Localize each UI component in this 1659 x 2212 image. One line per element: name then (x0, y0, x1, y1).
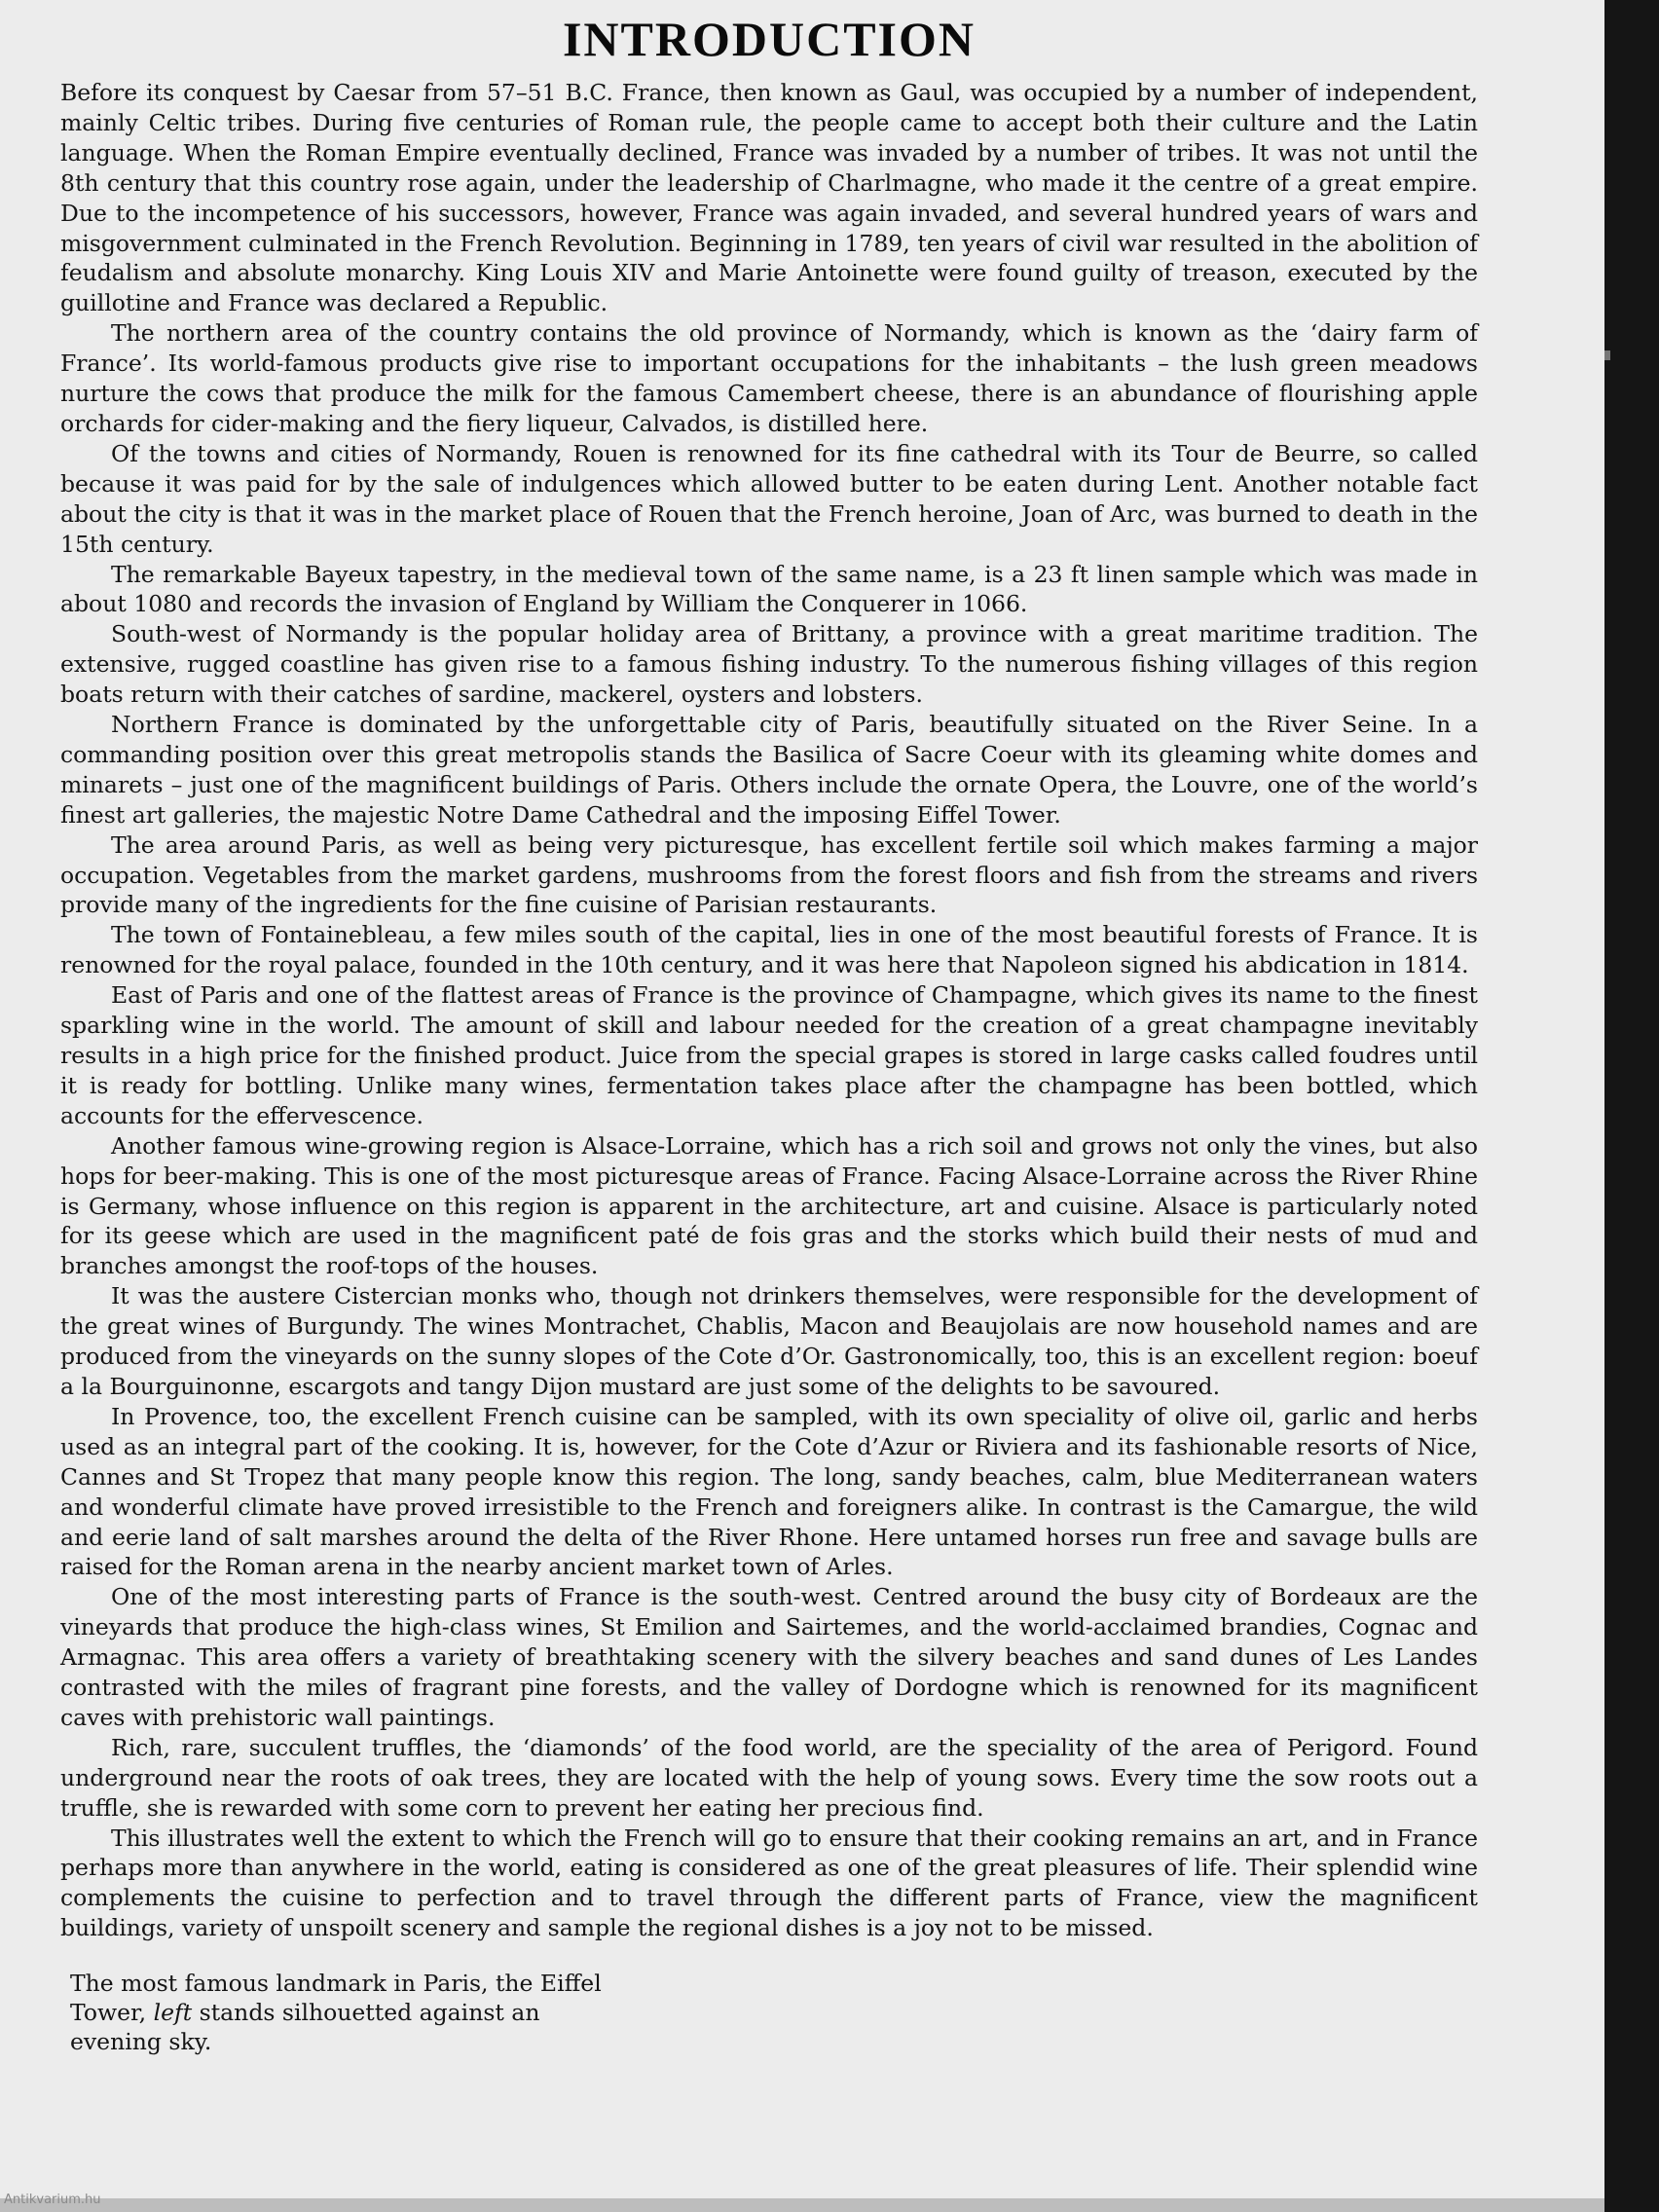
page-bottom-edge (0, 2198, 1604, 2212)
caption-text-end: stands silhouetted against an evening sky. (70, 1999, 540, 2056)
paragraph: The northern area of the country contains the old province of Normandy, which is known as the ‘dairy farm of France’. Its world-famous products give rise to important occupations for the inhabitants – the lush green meadows nurture the cows that produce the milk for the famous Camembert cheese, there is an abundance of flourishing apple orchards for cider-making and the fiery liqueur, Calvados, is distilled here. (60, 319, 1478, 437)
paragraph: Another famous wine-growing region is Alsace-Lorraine, which has a rich soil and grows not only the vines, but also hops for beer-making. This is one of the most picturesque areas of France. Facing Alsace-Lorraine across the River Rhine is Germany, whose influence on this region is apparent in the architecture, art and cuisine. Alsace is particularly noted for its geese which are used in the magnificent paté de fois gras and the storks which build their nests of mud and branches amongst the roof-tops of the houses. (60, 1131, 1478, 1280)
paragraph: In Provence, too, the excellent French cuisine can be sampled, with its own speciality of olive oil, garlic and herbs used as an integral part of the cooking. It is, however, for the Cote d’Azur or Riviera and its fashionable resorts of Nice, Cannes and St Tropez that many people know this region. The long, sandy beaches, calm, blue Mediterranean waters and wonderful climate have proved irresistible to the French and foreigners alike. In contrast is the Camargue, the wild and eerie land of salt marshes around the delta of the River Rhone. Here untamed horses run free and savage bulls are raised for the Roman arena in the nearby ancient market town of Arles. (60, 1402, 1478, 1581)
paragraph: South-west of Normandy is the popular holiday area of Brittany, a province with a great maritime tradition. The extensive, rugged coastline has given rise to a famous fishing industry. To the numerous fishing villages of this region boats return with their catches of sardine, mackerel, oysters and lobsters. (60, 620, 1478, 709)
paragraph: It was the austere Cistercian monks who, though not drinkers themselves, were responsible for the development of the great wines of Burgundy. The wines Montrachet, Chablis, Macon and Beaujolais are now household names and are produced from the vineyards on the sunny slopes of the Cote d’Or. Gastronomically, too, this is an excellent region: boeuf a la Bourguinonne, escargots and tangy Dijon mustard are just some of the delights to be savoured. (60, 1282, 1478, 1400)
page-title: INTRODUCTION (562, 12, 977, 66)
paragraph: Rich, rare, succulent truffles, the ‘diamonds’ of the food world, are the speciality of the area of Perigord. Found underground near the roots of oak trees, they are located with the help of young sows. Every time the sow roots out a truffle, she is rewarded with some corn to prevent her eating her precious find. (60, 1733, 1478, 1822)
watermark: Antikvarium.hu (4, 2193, 101, 2207)
introduction-body (60, 78, 1478, 1943)
paragraph: The town of Fontainebleau, a few miles south of the capital, lies in one of the most beautiful forests of France. It is renowned for the royal palace, founded in the 10th century, and it was here that Napoleon signed his abdication in 1814. (60, 921, 1478, 979)
paragraph: Of the towns and cities of Normandy, Rouen is renowned for its fine cathedral with its Tour de Beurre, so called because it was paid for by the sale of indulgences which allowed butter to be eaten during Lent. Another notable fact about the city is that it was in the market place of Rouen that the French heroine, Joan of Arc, was burned to death in the 15th century. (60, 439, 1478, 558)
facing-page-edge (1604, 0, 1659, 2212)
paragraph: The remarkable Bayeux tapestry, in the medieval town of the same name, is a 23 ft linen sample which was made in about 1080 and records the invasion of England by William the Conquerer in 1066. (60, 560, 1478, 618)
paragraph: One of the most interesting parts of France is the south-west. Centred around the busy city of Bordeaux are the vineyards that produce the high-class wines, St Emilion and Sairtemes, and the world-acclaimed brandies, Cognac and Armagnac. This area offers a variety of breathtaking scenery with the silvery beaches and sand dunes of Les Landes contrasted with the miles of fragrant pine forests, and the valley of Dordogne which is renowned for its magnificent caves with prehistoric wall paintings. (60, 1583, 1478, 1731)
paragraph: East of Paris and one of the flattest areas of France is the province of Champagne, which gives its name to the finest sparkling wine in the world. The amount of skill and labour needed for the creation of a great champagne inevitably results in a high price for the finished product. Juice from the special grapes is stored in large casks called foudres until it is ready for bottling. Unlike many wines, fermentation takes place after the champagne has been bottled, which accounts for the effervescence. (60, 981, 1478, 1129)
paragraph: Northern France is dominated by the unforgettable city of Paris, beautifully situated on the River Seine. In a commanding position over this great metropolis stands the Basilica of Sacre Coeur with its gleaming white domes and minarets – just one of the magnificent buildings of Paris. Others include the ornate Opera, the Louvre, one of the world’s finest art galleries, the majestic Notre Dame Cathedral and the imposing Eiffel Tower. (60, 711, 1478, 829)
caption-italic-left: left (153, 1999, 193, 2027)
photo-caption (60, 1969, 615, 2056)
paragraph: This illustrates well the extent to which the French will go to ensure that their cooking remains an art, and in France perhaps more than anywhere in the world, eating is considered as one of the great pleasures of life. Their splendid wine complements the cuisine to perfection and to travel through the different parts of France, view the magnificent buildings, variety of unspoilt scenery and sample the regional dishes is a joy not to be missed. (60, 1824, 1478, 1942)
edge-mark (1604, 350, 1610, 360)
paragraph: Before its conquest by Caesar from 57–51 B.C. France, then known as Gaul, was occupied by a number of independent, mainly Celtic tribes. During five centuries of Roman rule, the people came to accept both their culture and the Latin language. When the Roman Empire eventually declined, France was invaded by a number of tribes. It was not until the 8th century that this country rose again, under the leadership of Charlmagne, who made it the centre of a great empire. Due to the incompetence of his successors, however, France was again invaded, and several hundred years of wars and misgovernment culminated in the French Revolution. Beginning in 1789, ten years of civil war resulted in the abolition of feudalism and absolute monarchy. King Louis XIV and Marie Antoinette were found guilty of treason, executed by the guillotine and France was declared a Republic. (60, 79, 1478, 317)
paragraph: The area around Paris, as well as being very picturesque, has excellent fertile soil which makes farming a major occupation. Vegetables from the market gardens, mushrooms from the forest floors and fish from the streams and rivers provide many of the ingredients for the fine cuisine of Parisian restaurants. (60, 830, 1478, 919)
caption-text-start: The most famous landmark in Paris, the Eiffel Tower, (70, 1970, 602, 2027)
